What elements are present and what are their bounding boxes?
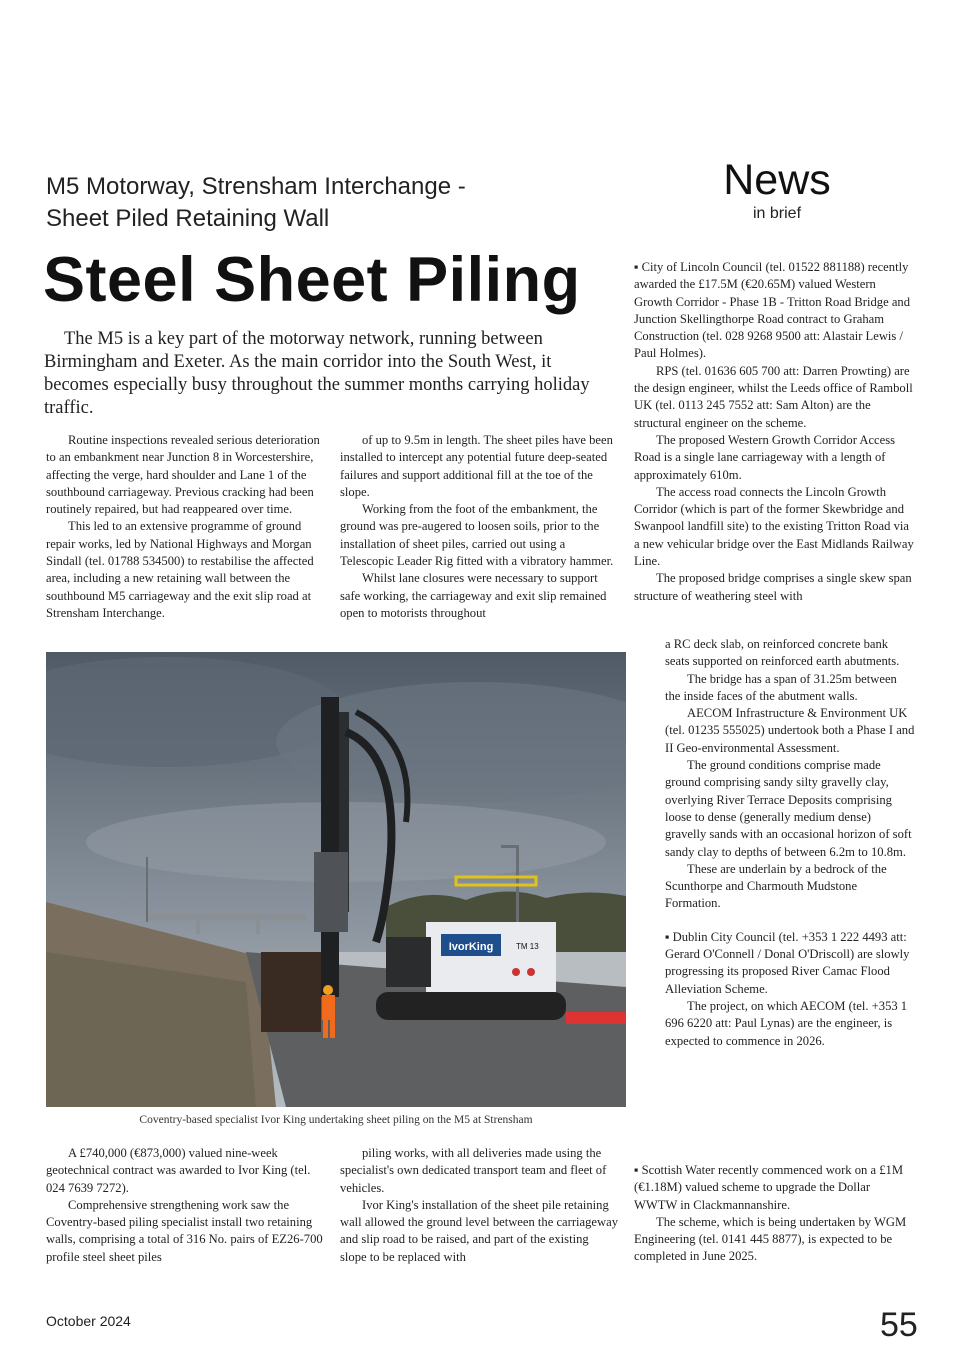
paragraph: These are underlain by a bedrock of the Scunthorpe and Charmouth Mudstone Formation.	[665, 861, 887, 911]
issue-date: October 2024	[46, 1313, 131, 1329]
paragraph: RPS (tel. 01636 605 700 att: Darren Prowting) are the design engineer, whilst the Leeds office of Ramboll UK (tel. 0113 245 7552 att: Sam Alton) are the structural engineer on the scheme.	[634, 363, 913, 430]
paragraph: Routine inspections revealed serious deterioration to an embankment near Junction 8 in Worcestershire, affecting the verge, hard shoulder and Lane 1 of the southbound carriageway. Previous cracking had been routinely repaired, but had reappeared over time.	[46, 433, 320, 517]
paragraph: Working from the foot of the embankment, the ground was pre-augered to loosen soils, prior to the installation of sheet piles, carried out using a Telescopic Leader Rig fitted with a vibratory hammer.	[340, 502, 614, 569]
paragraph: The project, on which AECOM (tel. +353 1 696 6220 att: Paul Lynas) are the engineer, is expected to commence in 2026.	[665, 998, 908, 1048]
article-intro	[44, 328, 616, 420]
rig-brand: IvorKing	[448, 941, 494, 953]
section-subtitle: in brief	[752, 205, 802, 222]
section-title: News	[723, 156, 831, 204]
sheet-pile-wall	[261, 952, 321, 1032]
paragraph: This led to an extensive programme of ground repair works, led by National Highways and Morgan Sindall (tel. 01788 534500) to restabilise the affected area, including a new retaining wall between the southbound M5 carriageway and the exit slip road at Strensham Interchange.	[46, 519, 314, 620]
paragraph: Ivor King's installation of the sheet pile retaining wall allowed the ground level between the carriageway and slip road to be raised, and part of the existing slope to be replaced with	[340, 1197, 618, 1264]
article-column-1-top	[46, 432, 324, 622]
paragraph: The scheme, which is being undertaken by WGM Engineering (tel. 0141 445 8877), is expected to be completed in June 2025.	[634, 1214, 907, 1264]
rig-body	[426, 922, 556, 992]
bridge	[146, 914, 306, 920]
subtitle-line-1: M5 Motorway, Strensham Interchange -	[46, 173, 466, 200]
paragraph: AECOM Infrastructure & Environment UK (tel. 01235 555025) undertook both a Phase I and II Geo-environmental Assessment.	[665, 706, 915, 755]
rig-id: TM 13	[516, 942, 539, 951]
news-item-scottish-water: ▪ Scottish Water recently commenced work on a £1M (€1.18M) valued scheme to upgrade the Dollar WWTW in Clackmannanshire.	[634, 1163, 904, 1212]
photo-caption: Coventry-based specialist Ivor King undertaking sheet piling on the M5 at Strensham	[139, 1114, 533, 1126]
rig-mast	[321, 697, 339, 997]
paragraph: piling works, with all deliveries made using the specialist's own dedicated transport team and fleet of vehicles.	[340, 1146, 607, 1195]
article-column-2-bottom	[340, 1145, 618, 1266]
news-item-lincoln: ▪ City of Lincoln Council (tel. 01522 881188) recently awarded the £17.5M (€20.65M) valued Western Growth Corridor - Phase 1B - Tritton Road Bridge and Junction Skellingthorpe Road contract to Graham Construction (tel. 028 9268 9500 att: Alastair Lewis / Paul Holmes).	[634, 260, 910, 361]
news-brief-block-b	[665, 636, 915, 1050]
paragraph: The ground conditions comprise made ground comprising sandy silty gravelly clay, overlying River Terrace Deposits comprising loose to dense (generally medium dense) gravelly sands with an occasional horizon of soft sandy clay to depths of between 6.2m to 10.8m.	[665, 758, 912, 859]
intro-paragraph: The M5 is a key part of the motorway network, running between Birmingham and Exeter. As the main corridor into the South West, it becomes especially busy throughout the summer months carrying holiday traffic.	[44, 329, 590, 418]
article-subtitle	[46, 171, 606, 235]
vibratory-hammer	[314, 852, 348, 932]
rig-cab	[386, 937, 431, 987]
traffic-barrier	[566, 1012, 626, 1024]
article-column-1-bottom	[46, 1145, 324, 1266]
paragraph: A £740,000 (€873,000) valued nine-week geotechnical contract was awarded to Ivor King (tel. 024 7639 7272).	[46, 1146, 311, 1195]
news-brief-block-a	[634, 259, 916, 605]
paragraph: Comprehensive strengthening work saw the Coventry-based piling specialist install two retaining walls, comprising a total of 316 No. pairs of EZ26-700 profile steel sheet piles	[46, 1197, 323, 1264]
page-number: 55	[880, 1306, 918, 1344]
news-brief-block-c	[634, 1162, 916, 1266]
paragraph: of up to 9.5m in length. The sheet piles have been installed to intercept any potential future deep-seated failures and support additional fill at the toe of the slope.	[340, 433, 613, 499]
worker	[322, 995, 335, 1020]
paragraph: a RC deck slab, on reinforced concrete bank seats supported on reinforced earth abutments.	[665, 637, 900, 669]
article-headline: Steel Sheet Piling	[43, 245, 581, 315]
piling-rig-photo	[46, 652, 626, 1107]
article-photo	[46, 652, 626, 1107]
paragraph: The access road connects the Lincoln Growth Corridor (which is part of the former Skewbridge and Swanpool landfill site) to the existing Tritton Road via a new vehicular bridge over the East Midlands Railway Line.	[634, 484, 914, 569]
paragraph: Whilst lane closures were necessary to support safe working, the carriageway and exit slip remained open to motorists throughout	[340, 571, 607, 620]
subtitle-line-2: Sheet Piled Retaining Wall	[46, 205, 330, 232]
rig-tracks	[376, 992, 566, 1020]
paragraph: The bridge has a span of 31.25m between the inside faces of the abutment walls.	[665, 671, 897, 703]
worker-helmet	[323, 985, 333, 995]
news-item-dublin: ▪ Dublin City Council (tel. +353 1 222 4493 att: Gerard O'Connell / Donal O'Driscoll) are slowly progressing its proposed River Camac Flood Alleviation Scheme.	[665, 929, 910, 996]
paragraph: The proposed bridge comprises a single skew span structure of weathering steel with	[634, 571, 912, 603]
article-column-2-top	[340, 432, 618, 622]
paragraph: The proposed Western Growth Corridor Access Road is a single lane carriageway with a length of approximately 610m.	[634, 432, 896, 482]
